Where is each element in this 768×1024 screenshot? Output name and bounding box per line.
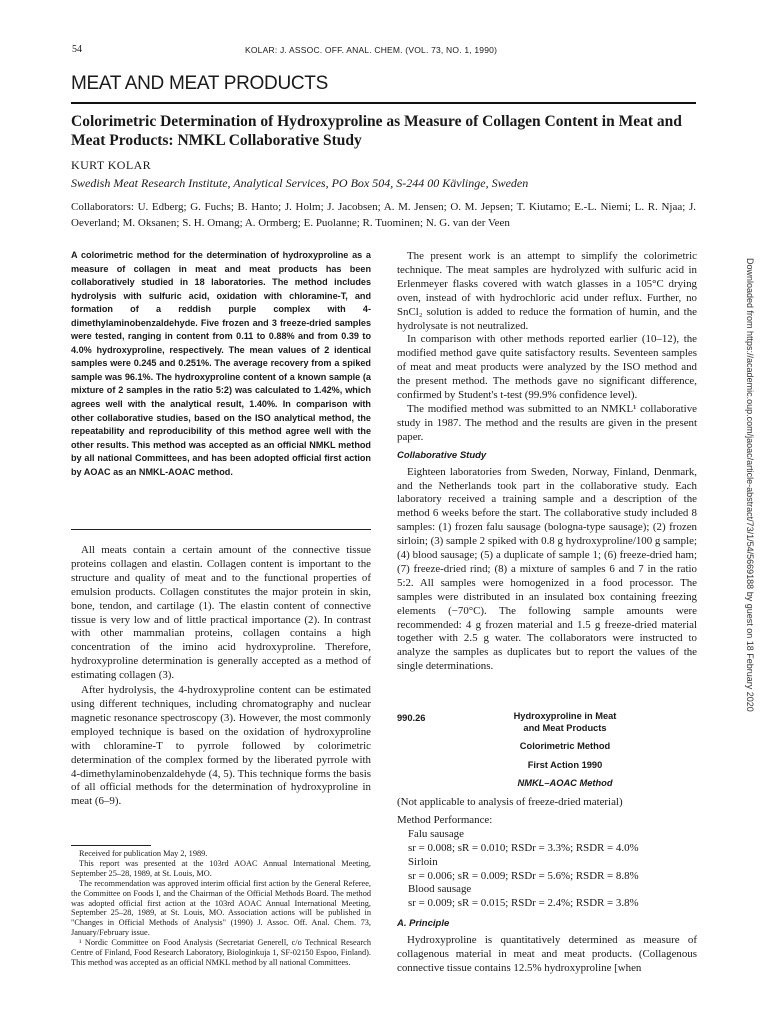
running-head: KOLAR: J. ASSOC. OFF. ANAL. CHEM. (VOL. 73, NO. 1, 1990) — [245, 45, 498, 55]
footnote-presented: This report was presented at the 103rd AOAC Annual International Meeting, September 25–28, 1989, at St. Louis, MO. — [71, 858, 371, 878]
article-title: Colorimetric Determination of Hydroxyproline as Measure of Collagen Content in Meat and Meat Products: NMKL Collaborative Study — [71, 113, 682, 149]
falu-label: Falu sausage — [408, 827, 464, 840]
download-notice: Downloaded from https://academic.oup.com/jaoac/article-abstract/73/1/54/5669188 by guest on 18 February 2020 — [745, 258, 755, 712]
principle-text: Hydroxyproline is quantitatively determined as measure of collagenous material in meat and meat products. (Collagenous connective tissue contains 12.5% hydroxyproline [when — [397, 934, 697, 974]
method-performance — [397, 796, 697, 976]
section-heading: MEAT AND MEAT PRODUCTS — [71, 73, 328, 94]
collaborators-list: Collaborators: U. Edberg; G. Fuchs; B. Hanto; J. Holm; J. Jacobsen; A. M. Jensen; O. M. Jepsen; T. Kiutamo; E.-L. Niemi; L. R. Njaa; J. Oeverland; M. Oksanen; S. H. Omang; A. Ormberg; E. Puolanne; R. Tuominen; N. G. van der Veen — [71, 201, 696, 229]
abstract: A colorimetric method for the determination of hydroxyproline as a measure of collagen in meat and meat products has been collaboratively studied in 18 laboratories. The method includes hydrolysis with sulfuric acid, oxidation with chloramine-T, and formation of a reddish purple complex with 4-dimethylaminobenzaldehyde. Five frozen and 3 freeze-dried samples were tested, ranging in content from 0.11 to 0.88% and from 0.39 to 4.0% hydroxyproline, respectively. The mean values of 2 identical samples were 0.245 and 0.251%. The average recovery from a spiked sample was 96.1%. The hydroxyproline content of a known sample (a mixture of 2 samples in the ratio 5:2) was calculated to 1.42%, which agrees well with the analytical result, 1.40%. In comparison with other collaborative studies, based on the ISO analytical method, the repeatability and reproducibility of this method agree well with the other results. This method was accepted as an official NMKL method by all national Committees, and has been adopted official first action by AOAC as an NMKL-AOAC method. — [71, 250, 371, 477]
right-paragraph-3: The modified method was submitted to an NMKL¹ collaborative study in 1987. The method and the results are given in the present paper. — [397, 402, 697, 443]
intro-paragraph-2: After hydrolysis, the 4-hydroxyproline content can be estimated using different techniques, including chromatography and nuclear magnetic resonance spectroscopy (3). However, the most commonly employed technique is based on the oxidation of hydroxyproline with chloramine-T to pyrrole followed by colorimetric determination of the complex formed by the liberated pyrrole with 4-dimethylaminobenzaldehyde (4, 5). This technique forms the basis of all official methods for the determination of hydroxyproline in meat (6–9). — [71, 684, 371, 808]
method-subtitle: Colorimetric Method — [519, 741, 611, 751]
blood-sausage-label: Blood sausage — [408, 883, 472, 896]
collaborative-study-heading: Collaborative Study — [397, 449, 487, 461]
introduction — [71, 544, 371, 809]
method-designation: NMKL–AOAC Method — [517, 778, 613, 788]
page-number: 54 — [72, 44, 82, 55]
method-title-line-1: Hydroxyproline in Meat — [513, 711, 617, 721]
method-number: 990.26 — [397, 713, 426, 723]
sirloin-stats: sr = 0.006; sR = 0.009; RSDr = 5.6%; RSDR = 8.8% — [408, 869, 639, 882]
section-divider — [71, 102, 696, 104]
footnotes — [71, 849, 371, 968]
performance-label: Method Performance: — [397, 813, 493, 826]
right-paragraph-1: The present work is an attempt to simplify the colorimetric technique. The meat samples are hydrolyzed with sulfuric acid in Erlenmeyer flasks covered with watch glasses in a 105°C drying oven, instead of with hydrochloric acid under reflux. Further, no SnCl₂ solution is added to reduce the formation of humin, and the hydrolysate is not neutralized. — [397, 250, 697, 332]
falu-stats: sr = 0.008; sR = 0.010; RSDr = 3.3%; RSDR = 4.0% — [408, 841, 639, 854]
method-action: First Action 1990 — [527, 760, 603, 770]
method-title-line-2: and Meat Products — [523, 723, 607, 733]
footnote-received: Received for publication May 2, 1989. — [79, 849, 208, 858]
footnote-recommendation: The recommendation was approved interim official first action by the General Referee, the Committee on Foods I, and the Chairman of the Official Methods Board. The method was adopted official first action at the 103rd AOAC Annual International Meeting, September 25–28, 1989, at St. Louis, MO. Association actions will be published in "Changes in Official Methods of Analysis" (1990) J. Assoc. Off. Anal. Chem. 73, January/February issue. — [71, 878, 371, 938]
footnote-nordic: ¹ Nordic Committee on Food Analysis (Secretariat Generell, c/o Technical Research Centre of Finland, Food Research Laboratory, Biologinkuja 1, SF-02150 Espoo, Finland). This method was accepted as an official NMKL method by all national Committees. — [71, 938, 371, 967]
abstract-divider — [71, 529, 371, 530]
method-note: (Not applicable to analysis of freeze-dried material) — [397, 796, 623, 808]
sirloin-label: Sirloin — [408, 855, 438, 868]
collaborative-study-text: Eighteen laboratories from Sweden, Norway, Finland, Denmark, and the Netherlands took part in the collaborative study. Each laboratory received a training sample and a description of the method 6 weeks before the start. The collaborative study included 8 samples: (1) frozen falu sausage (bologna-type sausage); (2) frozen sirloin; (3) sample 2 spiked with 0.8 g hydroxyproline/100 g sample; (4) blood sausage; (5) a duplicate of sample 1; (6) freeze-dried ham; (7) freeze-dried rind; (8) a mixture of samples 6 and 7 in the ratio 5:2. All samples were homogenized in a food processor. The samples were distributed in an insulated box containing freezing elements (−70°C). The following sample amounts were recommended: 4 g frozen material and 1.5 g freeze-dried material together with 2.5 g water. The collaborators were instructed to analyze the samples as duplicates but to report the values of the single determinations. — [397, 465, 697, 673]
right-paragraph-2: In comparison with other methods reported earlier (10–12), the modified method gave quite satisfactory results. Seventeen samples of meat and meat products were analyzed by the ISO method and the present method. The methods gave no significant difference, confirmed by Student's t-test (99.9% confidence level). — [397, 333, 697, 402]
intro-paragraph-1: All meats contain a certain amount of the connective tissue proteins collagen and elastin. Collagen content is important to the structure and quality of meat and to the functional properties of emulsion products. Collagen constitutes the major protein in skin, bone, tendon, and cartilage (1). The elastin content of connective tissue is very low and of little practical importance (2). In contrast with other mammalian proteins, collagen contains a high concentration of the imino acid hydroxyproline. Therefore, hydroxyproline determination is generally accepted as a method of estimating collagen (3). — [71, 544, 371, 682]
article-author: KURT KOLAR — [71, 158, 152, 172]
right-column-text — [397, 250, 697, 674]
footnote-divider — [71, 845, 151, 846]
principle-heading: A. Principle — [397, 918, 450, 930]
author-affiliation: Swedish Meat Research Institute, Analytical Services, PO Box 504, S-244 00 Kävlinge, Sweden — [71, 176, 529, 190]
blood-sausage-stats: sr = 0.009; sR = 0.015; RSDr = 2.4%; RSDR = 3.8% — [408, 897, 639, 910]
